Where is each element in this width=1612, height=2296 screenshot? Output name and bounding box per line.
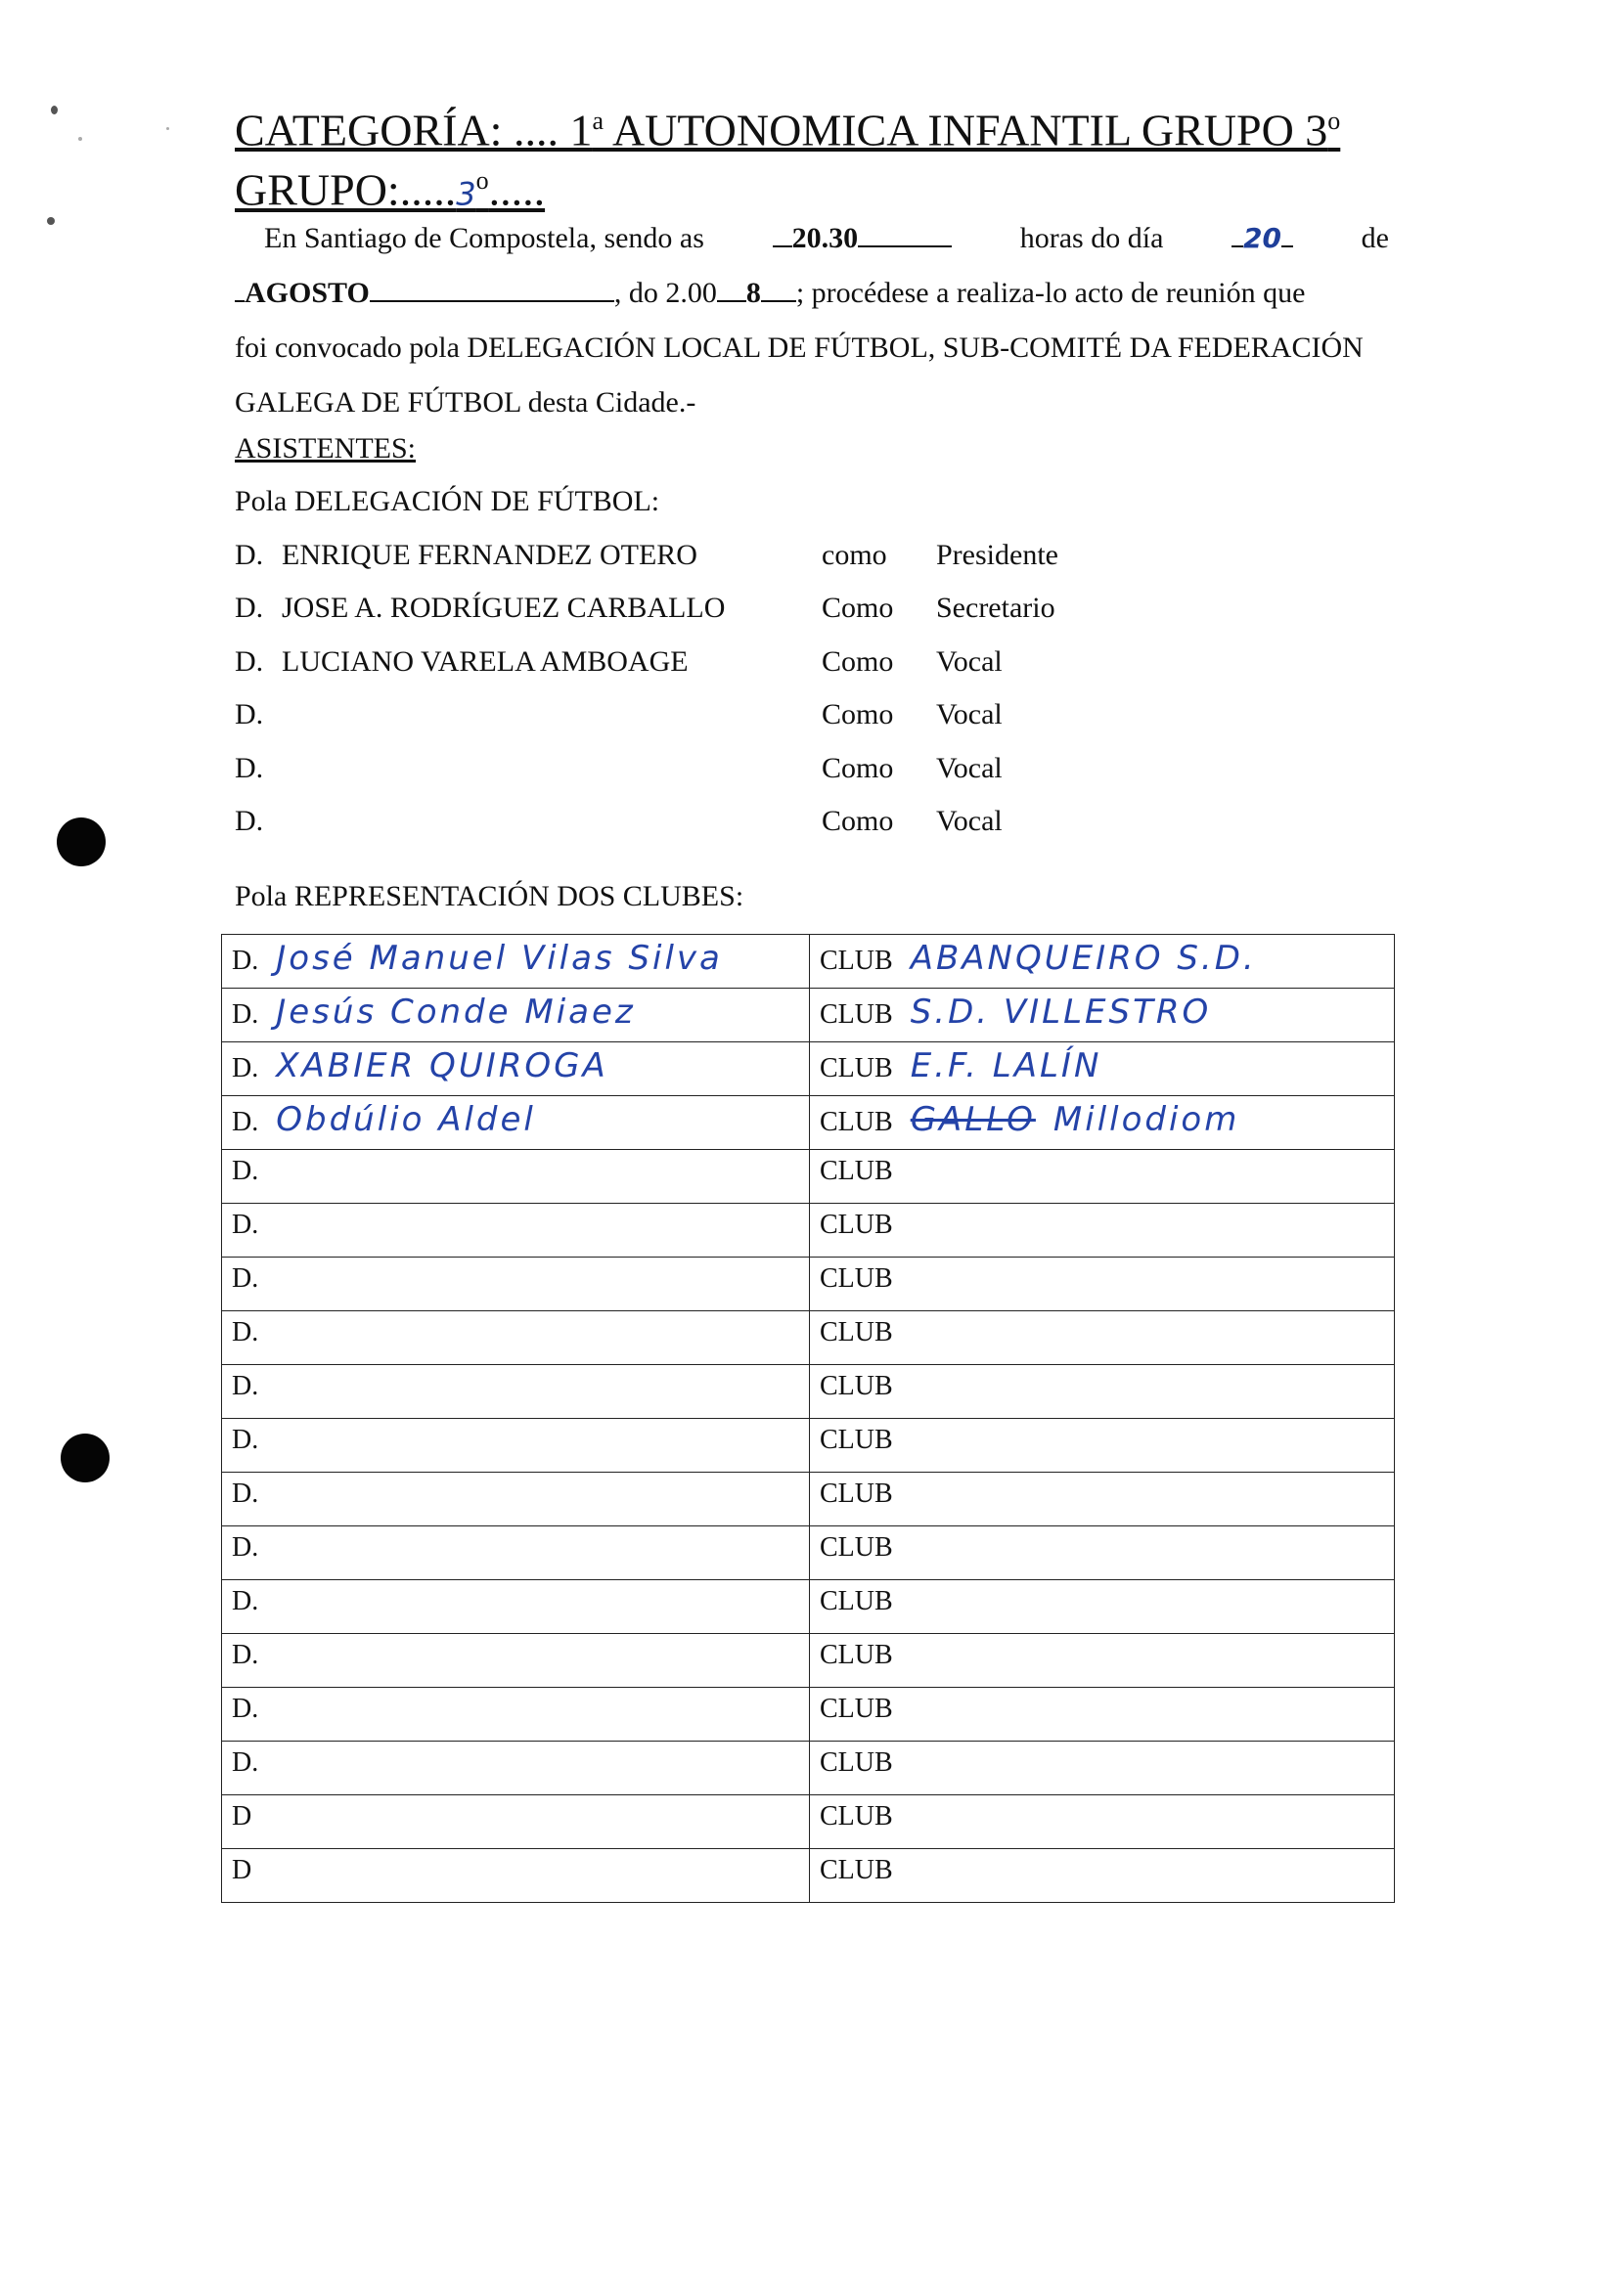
representative-prefix: D. <box>232 1263 259 1294</box>
club-label: CLUB <box>820 1586 893 1616</box>
club-row <box>222 1795 1395 1849</box>
club-cell <box>810 1742 1395 1795</box>
member-row: D. LUCIANO VARELA AMBOAGE Como Vocal <box>235 645 1003 678</box>
group-handwritten: 3 <box>456 175 476 213</box>
club-cell <box>810 1258 1395 1311</box>
club-row <box>222 1204 1395 1258</box>
representative-prefix: D. <box>232 1586 259 1616</box>
representative-cell <box>222 1150 810 1204</box>
club-row <box>222 1258 1395 1311</box>
member-row: D. Como Vocal <box>235 805 1003 837</box>
representative-prefix: D. <box>232 1747 259 1778</box>
representative-signature: XABIER QUIROGA <box>276 1046 608 1085</box>
club-label: CLUB <box>820 1371 893 1401</box>
clubs-heading: Pola REPRESENTACIÓN DOS CLUBES: <box>235 880 744 912</box>
club-cell <box>810 1688 1395 1742</box>
representative-prefix: D. <box>232 1107 259 1137</box>
club-row <box>222 1419 1395 1473</box>
club-label: CLUB <box>820 1532 893 1563</box>
club-row <box>222 1634 1395 1688</box>
member-row: D. ENRIQUE FERNANDEZ OTERO como Presidente <box>235 539 1058 571</box>
representative-prefix: D <box>232 1801 252 1832</box>
representative-cell <box>222 1634 810 1688</box>
clubs-table <box>221 934 1395 1903</box>
scan-speck <box>47 217 55 225</box>
representative-prefix: D <box>232 1855 252 1885</box>
scan-speck <box>51 106 58 114</box>
club-cell <box>810 1849 1395 1903</box>
club-struck-name: GALLO <box>910 1100 1036 1139</box>
representative-cell <box>222 1311 810 1365</box>
club-row <box>222 1096 1395 1150</box>
club-label: CLUB <box>820 1107 893 1137</box>
asistentes-heading: ASISTENTES: <box>235 432 417 464</box>
member-role: Presidente <box>936 539 1058 571</box>
club-handwritten-name: ABANQUEIRO S.D. <box>910 939 1257 978</box>
representative-cell <box>222 1742 810 1795</box>
representative-prefix: D. <box>232 1532 259 1563</box>
representative-prefix: D. <box>232 1425 259 1455</box>
club-row <box>222 1365 1395 1419</box>
representative-signature: Obdúlio Aldel <box>276 1100 536 1139</box>
representative-prefix: D. <box>232 1156 259 1186</box>
club-label: CLUB <box>820 1855 893 1885</box>
club-handwritten-name: Millodiom <box>1052 1100 1240 1139</box>
club-cell <box>810 1096 1395 1150</box>
club-cell <box>810 1795 1395 1849</box>
club-label: CLUB <box>820 999 893 1030</box>
representative-cell <box>222 1042 810 1096</box>
representative-cell <box>222 1849 810 1903</box>
club-row <box>222 1580 1395 1634</box>
club-label: CLUB <box>820 1747 893 1778</box>
meeting-month: AGOSTO <box>245 277 370 309</box>
club-cell <box>810 1419 1395 1473</box>
meeting-hour: 20.30 <box>791 222 859 254</box>
member-role: Vocal <box>936 698 1003 730</box>
club-label: CLUB <box>820 1156 893 1186</box>
club-cell <box>810 1150 1395 1204</box>
club-row <box>222 1150 1395 1204</box>
intro-paragraph <box>235 211 1389 430</box>
club-cell <box>810 1473 1395 1526</box>
club-cell <box>810 1634 1395 1688</box>
club-row <box>222 989 1395 1042</box>
club-row <box>222 1742 1395 1795</box>
representative-cell <box>222 989 810 1042</box>
representative-cell <box>222 1688 810 1742</box>
member-role: Secretario <box>936 592 1055 624</box>
representative-cell <box>222 1365 810 1419</box>
club-cell <box>810 1311 1395 1365</box>
representative-cell <box>222 935 810 989</box>
club-cell <box>810 1580 1395 1634</box>
category-line: CATEGORÍA: .... 1$^a$ AUTONOMICA INFANTIL GRUPO 3$^o$ <box>235 105 1341 155</box>
representative-cell <box>222 1419 810 1473</box>
representative-cell <box>222 1258 810 1311</box>
club-row <box>222 935 1395 989</box>
member-row: D. Como Vocal <box>235 698 1003 730</box>
member-role: Vocal <box>936 752 1003 784</box>
representative-cell <box>222 1526 810 1580</box>
category-title <box>235 96 1340 220</box>
representative-prefix: D. <box>232 1694 259 1724</box>
club-label: CLUB <box>820 1479 893 1509</box>
group-line: GRUPO:.....3$^o$..... <box>235 164 546 215</box>
member-name: LUCIANO VARELA AMBOAGE <box>282 645 689 678</box>
representative-prefix: D. <box>232 999 259 1030</box>
club-label: CLUB <box>820 1640 893 1670</box>
club-label: CLUB <box>820 1801 893 1832</box>
representative-prefix: D. <box>232 1317 259 1347</box>
punch-hole-bottom <box>61 1434 110 1482</box>
scan-speck <box>166 127 169 130</box>
representative-cell <box>222 1580 810 1634</box>
club-label: CLUB <box>820 1317 893 1347</box>
club-cell <box>810 1204 1395 1258</box>
representative-prefix: D. <box>232 1479 259 1509</box>
delegacion-heading: Pola DELEGACIÓN DE FÚTBOL: <box>235 485 660 517</box>
member-row: D. JOSE A. RODRÍGUEZ CARBALLO Como Secretario <box>235 592 1055 624</box>
intro-line-1: En Santiago de Compostela, sendo as 20.30 horas do día 20 de <box>235 211 1389 266</box>
representative-signature: Jesús Conde Miaez <box>276 993 636 1032</box>
club-cell <box>810 1365 1395 1419</box>
intro-line-4: GALEGA DE FÚTBOL desta Cidade.- <box>235 386 696 419</box>
club-row <box>222 1042 1395 1096</box>
meeting-day: 20 <box>1243 222 1282 254</box>
club-label: CLUB <box>820 1263 893 1294</box>
club-row <box>222 1311 1395 1365</box>
club-label: CLUB <box>820 1053 893 1083</box>
club-handwritten-name: E.F. LALÍN <box>910 1046 1102 1085</box>
member-role: Vocal <box>936 805 1003 837</box>
club-cell <box>810 935 1395 989</box>
member-name: ENRIQUE FERNANDEZ OTERO <box>282 539 697 571</box>
representative-prefix: D. <box>232 1210 259 1240</box>
club-row <box>222 1849 1395 1903</box>
club-cell <box>810 1042 1395 1096</box>
representative-prefix: D. <box>232 1053 259 1083</box>
representative-prefix: D. <box>232 1371 259 1401</box>
member-role: Vocal <box>936 645 1003 678</box>
scan-speck <box>78 137 82 141</box>
club-cell <box>810 1526 1395 1580</box>
punch-hole-top <box>57 817 106 866</box>
club-label: CLUB <box>820 1694 893 1724</box>
intro-line-2: AGOSTO , do 2.00 8 ; procédese a realiza-lo acto de reunión que <box>235 266 1389 321</box>
representative-cell <box>222 1473 810 1526</box>
intro-line-3: foi convocado pola DELEGACIÓN LOCAL DE FÚTBOL, SUB-COMITÉ DA FEDERACIÓN <box>235 331 1364 364</box>
member-name: JOSE A. RODRÍGUEZ CARBALLO <box>282 592 726 624</box>
club-label: CLUB <box>820 1210 893 1240</box>
representative-signature: José Manuel Vilas Silva <box>276 939 723 978</box>
representative-prefix: D. <box>232 946 259 976</box>
club-cell <box>810 989 1395 1042</box>
club-row <box>222 1473 1395 1526</box>
club-label: CLUB <box>820 946 893 976</box>
club-row <box>222 1526 1395 1580</box>
club-handwritten-name: S.D. VILLESTRO <box>910 993 1212 1032</box>
representative-prefix: D. <box>232 1640 259 1670</box>
representative-cell <box>222 1795 810 1849</box>
representative-cell <box>222 1204 810 1258</box>
member-row: D. Como Vocal <box>235 752 1003 784</box>
representative-cell <box>222 1096 810 1150</box>
club-row <box>222 1688 1395 1742</box>
meeting-year-digit: 8 <box>745 277 761 309</box>
club-label: CLUB <box>820 1425 893 1455</box>
